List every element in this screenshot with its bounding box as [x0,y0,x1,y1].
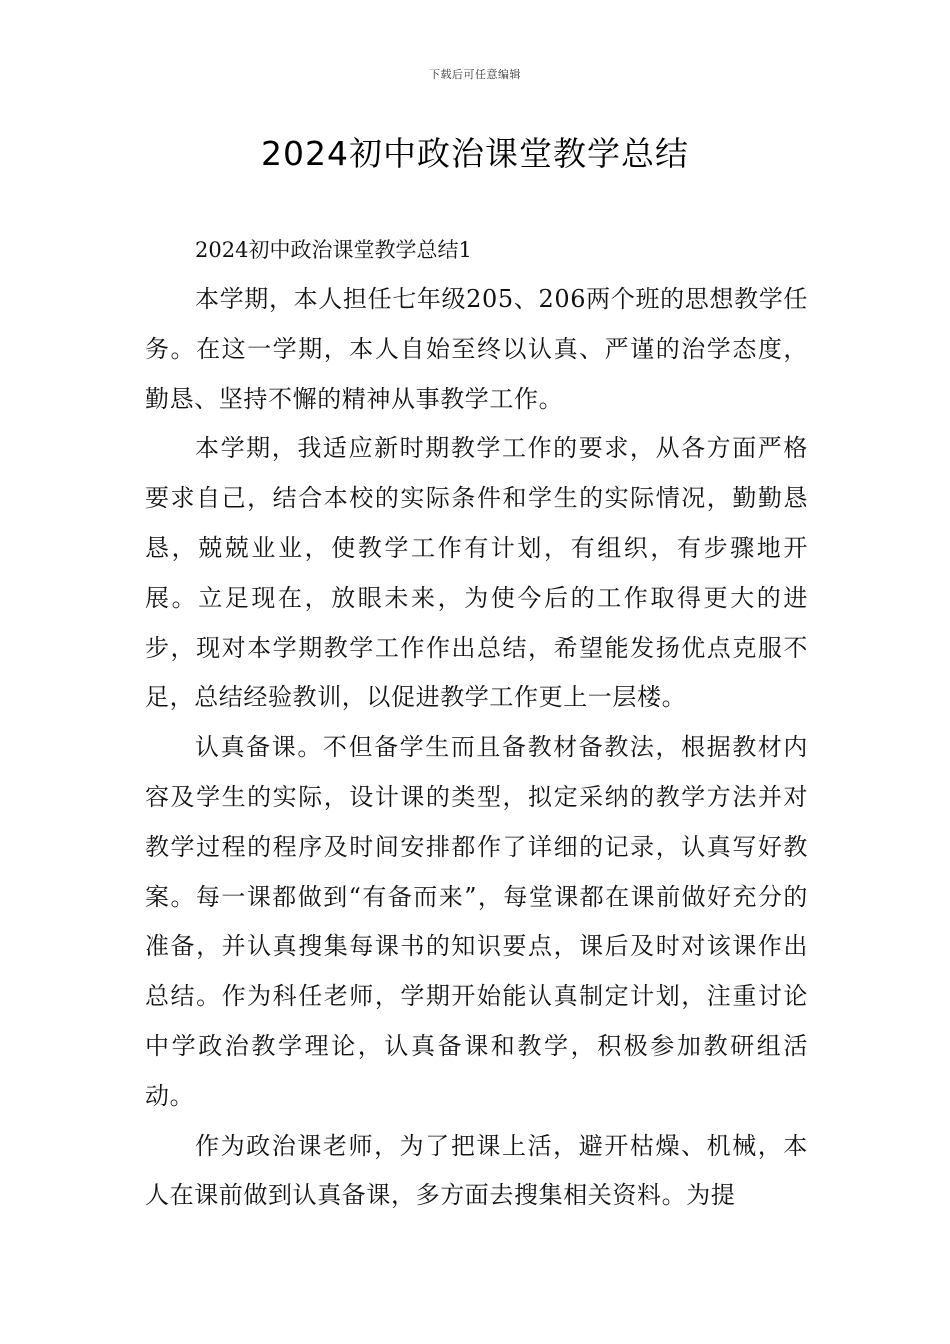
document-body [145,226,808,1221]
document-title: 2024初中政治课堂教学总结 [261,134,689,173]
paragraph-4: 作为政治课老师，为了把课上活，避开枯燥、机械，本人在课前做到认真备课，多方面去搜集相关资料。为提 [145,1131,808,1210]
paragraph-2: 本学期，我适应新时期教学工作的要求，从各方面严格要求自己，结合本校的实际条件和学生的实际情况，勤勤恳恳，兢兢业业，使教学工作有计划，有组织，有步骤地开展。立足现在，放眼未来，为使今后的工作取得更大的进步，现对本学期教学工作作出总结，希望能发扬优点克服不足，总结经验教训，以促进教学工作更上一层楼。 [145,434,808,712]
section-subtitle: 2024初中政治课堂教学总结1 [195,238,472,262]
paragraph-1: 本学期，本人担任七年级205、206两个班的思想教学任务。在这一学期，本人自始至终以认真、严谨的治学态度，勤恳、坚持不懈的精神从事教学工作。 [145,285,808,413]
paragraph-3: 认真备课。不但备学生而且备教材备教法，根据教材内容及学生的实际，设计课的类型，拟定采纳的教学方法并对教学过程的程序及时间安排都作了详细的记录，认真写好教案。每一课都做到“有备而来”，每堂课都在课前做好充分的准备，并认真搜集每课书的知识要点，课后及时对该课作出总结。作为科任老师，学期开始能认真制定计划，注重讨论中学政治教学理论，认真备课和教学，积极参加教研组活动。 [145,733,808,1110]
header-note: 下载后可任意编辑 [429,68,521,81]
